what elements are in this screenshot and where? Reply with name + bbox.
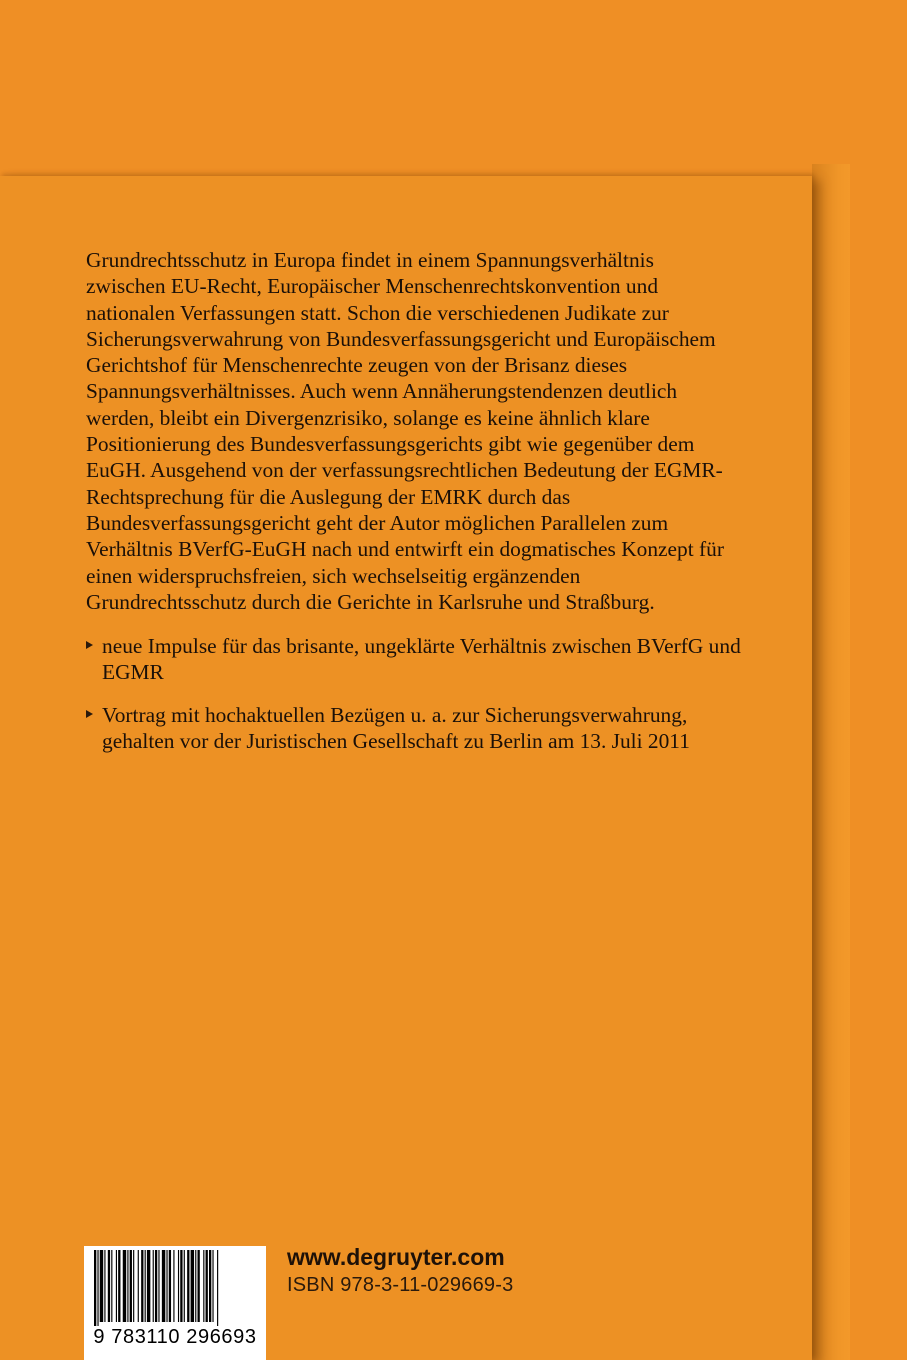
barcode-bar <box>173 1250 174 1322</box>
barcode-bar <box>180 1250 182 1322</box>
barcode-bar <box>94 1250 96 1326</box>
barcode-bar <box>195 1250 196 1322</box>
barcode-bar <box>108 1250 110 1322</box>
barcode-bar <box>138 1250 139 1322</box>
barcode-bar <box>111 1250 112 1322</box>
publisher-website: www.degruyter.com <box>287 1244 505 1270</box>
barcode-bar <box>147 1250 150 1322</box>
barcode-bar <box>162 1250 165 1322</box>
barcode-bar <box>127 1250 128 1322</box>
barcode-bar <box>198 1250 200 1322</box>
barcode-bar <box>104 1250 105 1322</box>
blurb-text: Grundrechtsschutz in Europa findet in einem Spannungsverhältnis zwischen EU-Recht, Europäischer Menschenrechtskonvention und nationalen Verfassungen statt. Schon die verschiedenen Judikate zur Sicherungsverwahrung von Bundesverfassungsgericht und Europäischem Gerichtshof für Menschenrechte zeugen von der Brisanz dieses Spannungsverhältnisses. Auch wenn Annäherungstendenzen deutlich werden, bleibt ein Divergenzrisiko, solange es keine ähnlich klare Positionierung des Bundesverfassungsgerichts gibt wie gegenüber dem EuGH. Ausgehend von der verfassungsrechtlichen Bedeutung der EGMR-Rechtsprechung für die Auslegung der EMRK durch das Bundesverfassungsgericht geht der Autor möglichen Parallelen zum Verhältnis BVerfG-EuGH nach und entwirft ein dogmatisches Konzept für einen widerspruchsfreien, sich wechselseitig ergänzenden Grundrechtsschutz durch die Gerichte in Karlsruhe und Straßburg. <box>86 248 724 614</box>
barcode-bar <box>153 1250 154 1322</box>
barcode-bars-icon <box>90 1250 260 1326</box>
barcode-bar <box>133 1250 134 1322</box>
barcode-bar <box>203 1250 204 1322</box>
barcode-bar <box>141 1250 143 1322</box>
barcode-bar <box>155 1250 157 1322</box>
barcode-bar <box>166 1250 167 1322</box>
barcode-bar <box>209 1250 211 1322</box>
feature-item <box>86 702 746 755</box>
feature-text: neue Impulse für das brisante, ungeklärte Verhältnis zwischen BVerfG und EGMR <box>102 634 741 685</box>
barcode-bar <box>130 1250 132 1322</box>
barcode-bar <box>158 1250 159 1322</box>
barcode-bar <box>184 1250 185 1322</box>
triangle-bullet-icon <box>86 641 93 649</box>
barcode-bar <box>100 1250 103 1322</box>
barcode-bar <box>116 1250 117 1322</box>
barcode-bar <box>187 1250 189 1322</box>
barcode-digits: 9 783110 296693 <box>93 1326 257 1348</box>
barcode-bar <box>97 1250 98 1326</box>
barcode-bar <box>178 1250 179 1322</box>
barcode-bar <box>206 1250 208 1322</box>
isbn-number: ISBN 978-3-11-029669-3 <box>287 1274 514 1296</box>
barcode-bar <box>145 1250 146 1322</box>
triangle-bullet-icon <box>86 710 93 718</box>
barcode-bar <box>212 1250 213 1322</box>
barcode-bar <box>123 1250 126 1322</box>
barcode-bar <box>169 1250 171 1322</box>
barcode-bar <box>191 1250 194 1322</box>
barcode-bar <box>118 1250 120 1322</box>
feature-list <box>86 633 746 770</box>
barcode <box>84 1246 266 1360</box>
page-edge <box>812 164 850 1360</box>
barcode-bar <box>217 1250 218 1326</box>
feature-text: Vortrag mit hochaktuellen Bezügen u. a. zur Sicherungsverwahrung, gehalten vor der Juristischen Gesellschaft zu Berlin am 13. Juli 2011 <box>102 702 690 753</box>
feature-item <box>86 633 746 686</box>
